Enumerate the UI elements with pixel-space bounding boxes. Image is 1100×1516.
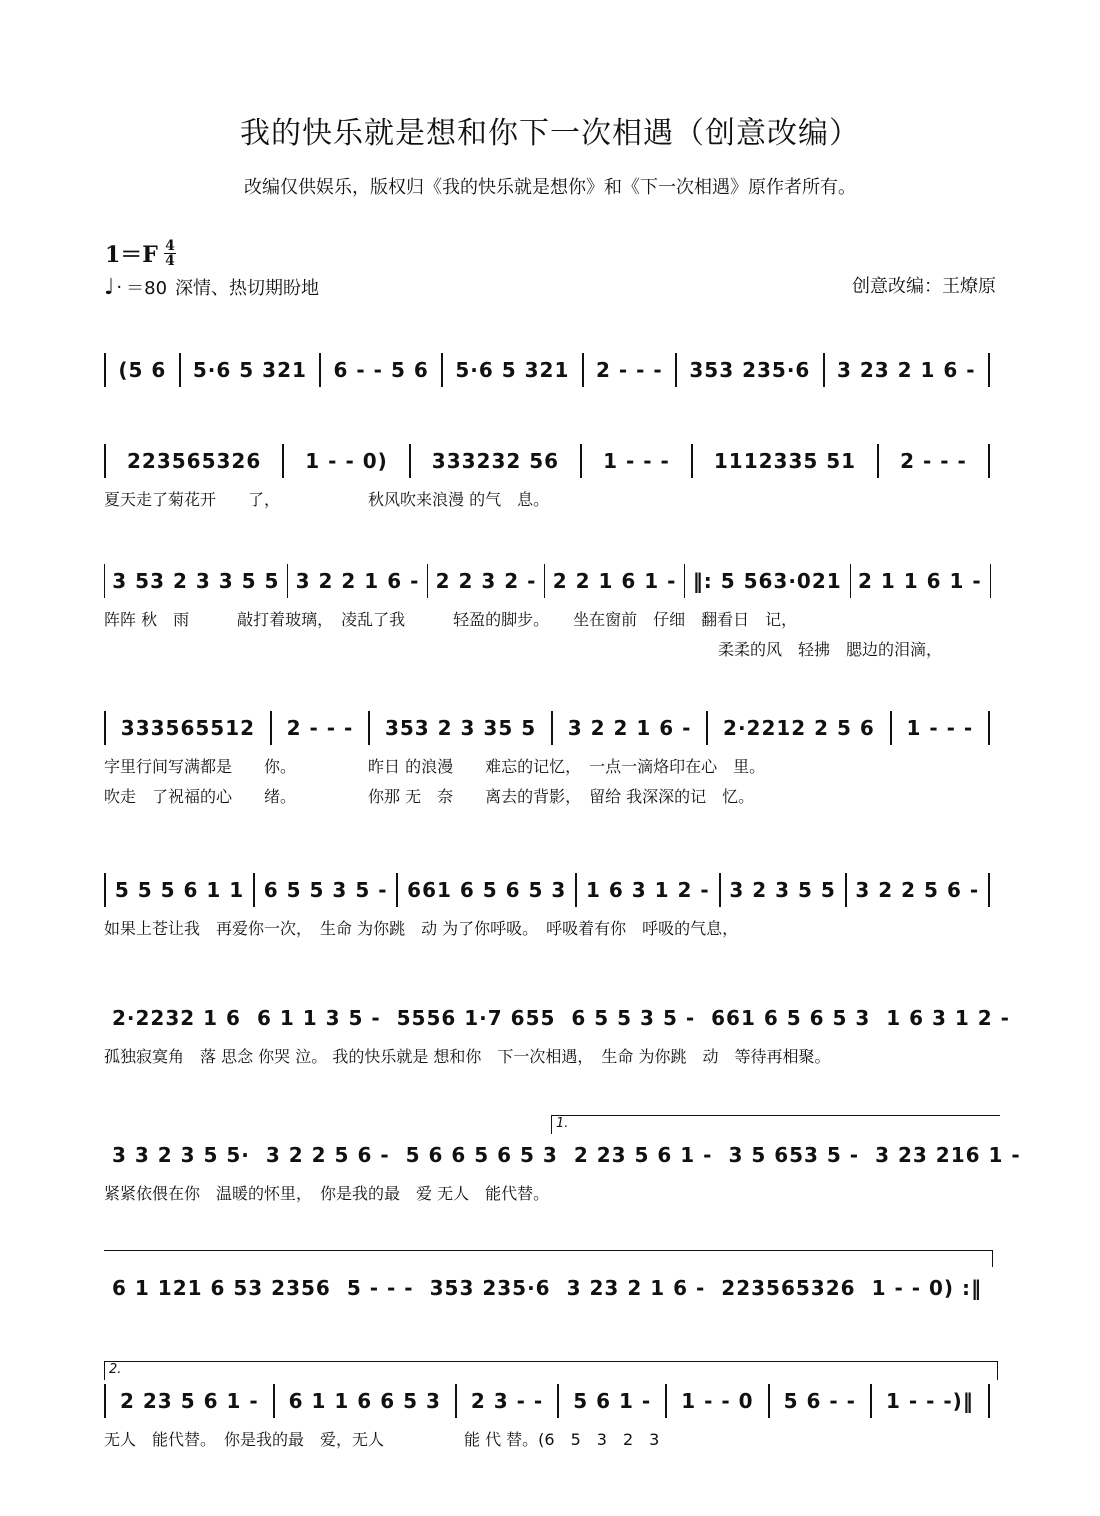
- measure: 2 - - -: [900, 449, 967, 473]
- tempo-expression: 深情、热切期盼地: [175, 278, 320, 299]
- measure: 2 23 5 6 1 -: [573, 1143, 713, 1167]
- measure: 2 - - -: [286, 716, 354, 740]
- measure: 2 23 5 6 1 -: [120, 1389, 259, 1413]
- measure: 5 6 6 5 6 5 3: [405, 1143, 558, 1167]
- lyric-row-second-verse: 吹走 了祝福的心 绪。 你那 无 奈 离去的背影， 留给 我深深的记 忆。: [104, 787, 755, 806]
- measure: 2 3 - -: [470, 1389, 544, 1413]
- measure: 223565326: [127, 449, 262, 473]
- measure: 6 1 1 6 6 5 3: [288, 1389, 441, 1413]
- measure: 661 6 5 6 5 3: [407, 878, 567, 902]
- measure: 1112335 51: [713, 449, 857, 473]
- measure: 3 23 2 1 6 -: [836, 358, 976, 382]
- measure: 1 - - 0: [681, 1389, 754, 1413]
- lyric-row: 如果上苍让我 再爱你一次， 生命 为你跳 动 为了你呼吸。 呼吸着有你 呼吸的气息，: [104, 919, 739, 938]
- lyric-row-second-verse: 柔柔的风 轻拂 腮边的泪滴，: [718, 640, 943, 659]
- measure: 3 5 653 5 -: [728, 1143, 860, 1167]
- tempo-marking: ♩ · ＝80 深情、热切期盼地: [104, 274, 320, 300]
- notation-row: [104, 1000, 1010, 1036]
- volta-bracket: 2.: [104, 1361, 998, 1380]
- key-signature: [105, 238, 176, 269]
- measure: 1 6 3 1 2 -: [585, 878, 710, 902]
- notation-row: [104, 443, 998, 479]
- notation-row: [104, 710, 998, 746]
- lyric-row: 孤独寂寞角 落 思念 你哭 泣。 我的快乐就是 想和你 下一次相遇， 生命 为你跳 动 等待再相聚。: [104, 1047, 831, 1066]
- measure: 1 - - -: [906, 716, 974, 740]
- key-label: 1＝F: [105, 242, 158, 268]
- time-signature: [164, 239, 176, 268]
- measure: 2 2 3 2 -: [435, 569, 537, 593]
- measure: 6 - - 5 6: [333, 358, 429, 382]
- measure: ‖: 5 563·021: [692, 569, 842, 593]
- measure: 3 2 2 5 6 -: [855, 878, 980, 902]
- measure: 6 1 1 3 5 -: [256, 1006, 381, 1030]
- measure: 5 6 1 -: [573, 1389, 652, 1413]
- lyric-row: 字里行间写满都是 你。 昨日 的浪漫 难忘的记忆， 一点一滴烙印在心 里。: [104, 757, 766, 776]
- volta-bracket-continuation: [104, 1250, 993, 1267]
- notation-row: [104, 352, 998, 388]
- measure: 3 23 216 1 -: [875, 1143, 1021, 1167]
- measure: 3 23 2 1 6 -: [566, 1276, 706, 1300]
- measure: 5 6 - -: [783, 1389, 856, 1413]
- measure: 1 - - 0) :‖: [871, 1276, 983, 1300]
- score-line: [104, 443, 998, 553]
- score-line: [104, 563, 998, 673]
- score-line: [104, 1000, 1010, 1110]
- measure: 6 5 5 3 5 -: [263, 878, 388, 902]
- lyric-row: 紧紧依偎在你 温暖的怀里， 你是我的最 爱 无人 能代替。: [104, 1184, 550, 1203]
- measure: 2·2212 2 5 6: [723, 716, 875, 740]
- measure: 333565512: [120, 716, 256, 740]
- measure: 353 2 3 35 5: [384, 716, 537, 740]
- measure: 661 6 5 6 5 3: [711, 1006, 871, 1030]
- copyright-note: 改编仅供娱乐，版权归《我的快乐就是想你》和《下一次相遇》原作者所有。: [244, 177, 856, 198]
- measure: 223565326: [721, 1276, 856, 1300]
- tempo-value: ＝80: [126, 278, 168, 299]
- measure: 353 235·6: [689, 358, 811, 382]
- measure: 5·6 5 321: [192, 358, 307, 382]
- measure: 353 235·6: [429, 1276, 551, 1300]
- measure: 1 6 3 1 2 -: [886, 1006, 1010, 1030]
- measure: 3 53 2 3 3 5 5: [112, 569, 280, 593]
- measure: 1 - - -)‖: [885, 1389, 974, 1413]
- measure: 5 - - -: [346, 1276, 414, 1300]
- score-line: [104, 1383, 998, 1493]
- notation-row: [104, 1383, 998, 1419]
- arranger-credit: 创意改编：王燎原: [852, 276, 996, 297]
- measure: (5 6: [118, 358, 167, 382]
- measure: 3 2 3 5 5: [729, 878, 836, 902]
- measure: 3 3 2 3 5 5·: [112, 1143, 250, 1167]
- lyric-row: 夏天走了菊花开 了， 秋风吹来浪漫 的气 息。: [104, 490, 550, 509]
- notation-row: [104, 1270, 998, 1306]
- measure: 5 5 5 6 1 1: [114, 878, 245, 902]
- measure: 2 2 1 6 1 -: [552, 569, 677, 593]
- measure: 2·2232 1 6: [112, 1006, 241, 1030]
- score-line: [104, 1137, 1021, 1247]
- volta-bracket: 1.: [551, 1115, 1000, 1134]
- score-line: [104, 872, 998, 982]
- measure: 5·6 5 321: [455, 358, 570, 382]
- measure: 6 1 121 6 53 2356: [112, 1276, 331, 1300]
- measure: 2 1 1 6 1 -: [857, 569, 982, 593]
- meter-top: 4: [165, 238, 175, 254]
- measure: 3 2 2 5 6 -: [265, 1143, 390, 1167]
- quarter-note-icon: ♩: [104, 274, 115, 300]
- measure: 3 2 2 1 6 -: [567, 716, 692, 740]
- lyric-row: 阵阵 秋 雨 敲打着玻璃， 凌乱了我 轻盈的脚步。 坐在窗前 仔细 翻看日 记，: [104, 610, 798, 629]
- meter-bottom: 4: [165, 253, 175, 269]
- score-line: [104, 710, 998, 820]
- measure: 1 - - 0): [305, 449, 388, 473]
- notation-row: [104, 563, 998, 599]
- measure: 3 2 2 1 6 -: [295, 569, 420, 593]
- measure: 2 - - -: [596, 358, 663, 382]
- notation-row: [104, 1137, 1021, 1173]
- measure: 333232 56: [431, 449, 560, 473]
- measure: 5556 1·7 655: [396, 1006, 556, 1030]
- notation-row: [104, 872, 998, 908]
- song-title: 我的快乐就是想和你下一次相遇（创意改编）: [240, 116, 860, 151]
- lyric-row: 无人 能代替。 你是我的最 爱，无人 能 代 替。(6 5 3 2 3: [104, 1430, 660, 1449]
- measure: 1 - - -: [603, 449, 670, 473]
- measure: 6 5 5 3 5 -: [571, 1006, 696, 1030]
